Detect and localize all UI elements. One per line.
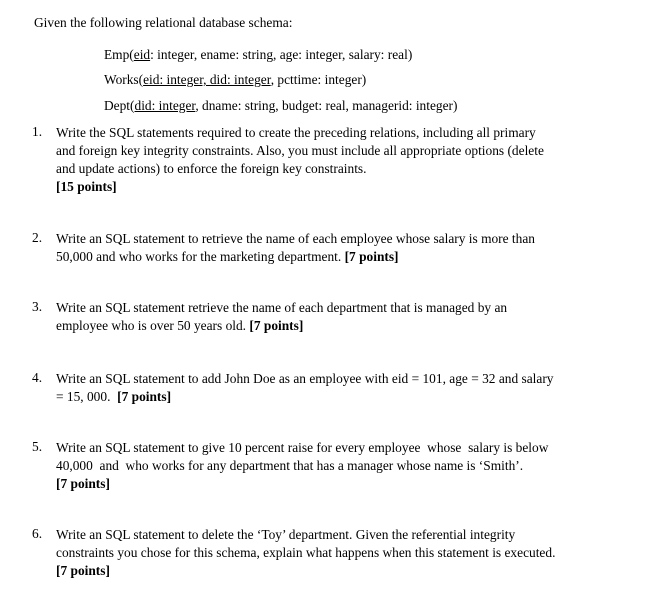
question-line: Write an SQL statement to delete the ‘Toy’ department. Given the referential integrity (56, 527, 516, 542)
question-number: 1. (32, 124, 43, 139)
question-line: Write an SQL statement retrieve the name of each department that is managed by an (56, 300, 508, 315)
question-line: constraints you chose for this schema, explain what happens when this statement is executed. (56, 545, 556, 560)
schema-works: Works(eid: integer, did: integer, pcttime: integer) (104, 72, 367, 87)
question-line: Write an SQL statement to add John Doe as an employee with eid = 101, age = 32 and salary (56, 371, 554, 386)
points-label: [7 points] (249, 318, 304, 333)
question-line: Write an SQL statement to retrieve the name of each employee whose salary is more than (56, 231, 535, 246)
question-line: 50,000 and who works for the marketing department. [7 points] (56, 249, 399, 264)
question-line: 40,000 and who works for any department that has a manager whose name is ‘Smith’. (56, 458, 524, 473)
question-line: employee who is over 50 years old. [7 points] (56, 318, 304, 333)
points-label: [7 points] (56, 476, 110, 491)
points-label: [7 points] (344, 249, 399, 264)
primary-key: did: integer (134, 98, 196, 113)
question-number: 4. (32, 370, 43, 385)
primary-key: eid: integer, did: integer (143, 72, 271, 87)
question-line: = 15, 000. [7 points] (56, 389, 172, 404)
question-number: 6. (32, 526, 43, 541)
question-number: 5. (32, 439, 43, 454)
question-line: Write an SQL statement to give 10 percent raise for every employee whose salary is below (56, 440, 549, 455)
primary-key: eid (133, 47, 151, 62)
points-label: [7 points] (56, 563, 110, 578)
points-label: [15 points] (56, 179, 117, 194)
schema-dept: Dept(did: integer, dname: string, budget: real, managerid: integer) (104, 98, 458, 113)
question-line: and foreign key integrity constraints. Also, you must include all appropriate options (delete (56, 143, 544, 158)
intro-text: Given the following relational database schema: (34, 15, 293, 30)
points-label: [7 points] (117, 389, 172, 404)
question-number: 2. (32, 230, 43, 245)
question-line: and update actions) to enforce the foreign key constraints. (56, 161, 367, 176)
schema-emp: Emp(eid: integer, ename: string, age: integer, salary: real) (104, 47, 413, 62)
question-line: Write the SQL statements required to create the preceding relations, including all primary (56, 125, 536, 140)
question-number: 3. (32, 299, 43, 314)
